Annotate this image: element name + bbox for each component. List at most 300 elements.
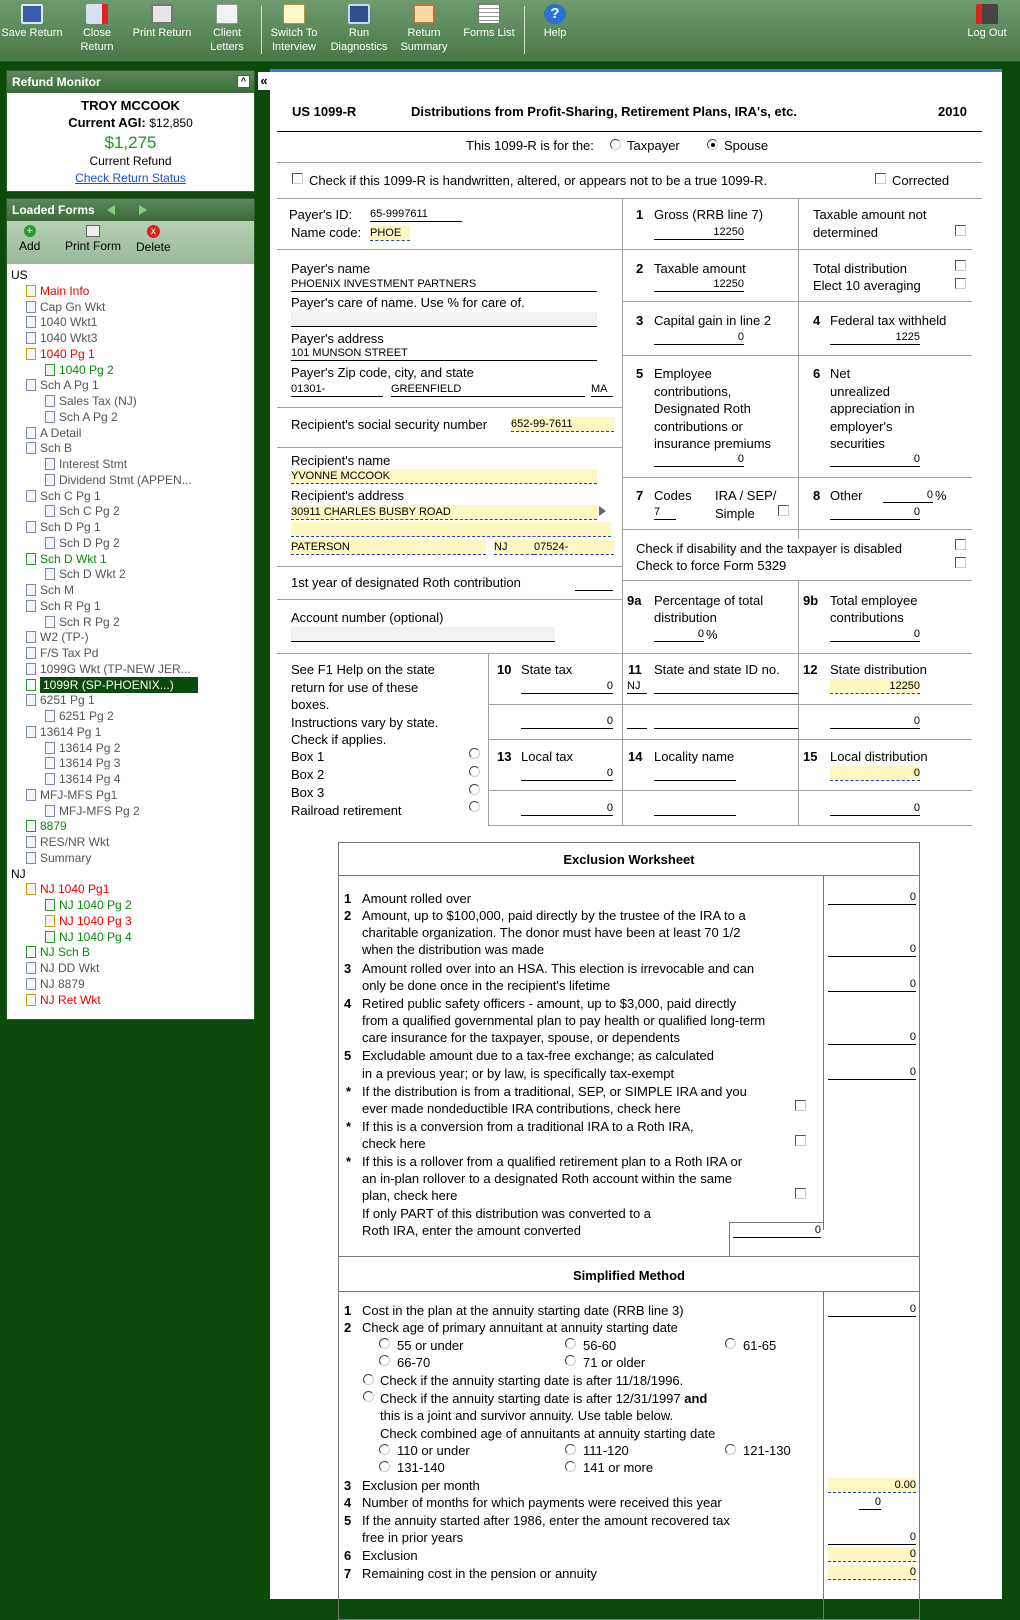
box2-taxable-field[interactable]: 12250 [654, 277, 744, 292]
tree-form-item[interactable] [26, 692, 95, 708]
cage-121-130-radio[interactable] [725, 1444, 736, 1455]
return-summary-button[interactable]: Return Summary [393, 4, 455, 54]
client-letters-button[interactable]: Client Letters [196, 4, 258, 54]
document-icon [26, 978, 36, 990]
tree-form-item[interactable] [26, 724, 101, 740]
after-1997-label: Check if the annuity starting date is after 12/31/1997 and [380, 1391, 708, 1406]
b6-line: securities [830, 436, 885, 451]
payer-id-field[interactable]: 65-9997611 [370, 207, 462, 222]
roth-year-field[interactable] [575, 576, 613, 591]
ira-sep-simple-checkbox[interactable] [778, 505, 789, 516]
tree-form-item[interactable] [26, 440, 72, 456]
tree-item-label: Sch D Wkt 2 [59, 567, 126, 582]
box8-number: 8 [813, 488, 821, 503]
tree-form-item[interactable] [26, 551, 107, 567]
box4-field[interactable]: 1225 [830, 330, 920, 345]
arrow-left-icon[interactable] [107, 205, 115, 215]
excl-star2-label [362, 1118, 694, 1152]
tree-form-item[interactable] [26, 881, 109, 897]
tree-item-label: 1040 Wkt3 [40, 331, 98, 345]
box8-label: Other [830, 488, 863, 503]
tree-form-item[interactable] [45, 614, 120, 630]
box6-label [830, 365, 915, 453]
box10-label: State tax [521, 662, 573, 677]
el2-line: Amount, up to $100,000, paid directly by the trustee of the IRA to a [362, 908, 746, 923]
tree-item-label: NJ 1040 Pg1 [40, 882, 110, 897]
corrected-checkbox[interactable] [875, 173, 886, 184]
simp-line1-field[interactable]: 0 [828, 1302, 916, 1317]
document-icon [26, 427, 36, 439]
payer-address-field[interactable]: 101 MUNSON STREET [291, 346, 597, 361]
simp-line5-number: 5 [344, 1513, 352, 1528]
age-61-65-radio[interactable] [725, 1338, 736, 1349]
tree-item-label: 1099R (SP-PHOENIX...) [40, 677, 198, 693]
excl-line5-number: 5 [344, 1048, 352, 1063]
box9b-field[interactable]: 0 [830, 627, 920, 642]
es1-line: If the distribution is from a traditional, SEP, or SIMPLE IRA and you [362, 1084, 747, 1099]
excl-line5-field[interactable]: 0 [828, 1065, 916, 1080]
excl-star-3: * [346, 1154, 352, 1169]
tree-item-label: 6251 Pg 2 [59, 709, 114, 723]
account-number-label: Account number (optional) [291, 610, 444, 625]
document-icon [45, 616, 55, 628]
el2-line: charitable organization. The donor must have been at least 70 1/2 [362, 925, 741, 940]
box9a-field[interactable]: 0 [654, 627, 704, 642]
tree-item-label: MFJ-MFS Pg1 [40, 787, 118, 802]
tree-item-label: Sch A Pg 1 [40, 378, 99, 393]
simp-line5-field[interactable]: 0 [828, 1530, 916, 1545]
tree-form-item[interactable] [26, 976, 85, 992]
force-5329-checkbox[interactable] [955, 557, 966, 568]
disability-label: Check if disability and the taxpayer is disabled [636, 541, 902, 556]
tree-form-item[interactable] [26, 330, 97, 346]
recipient-name-field[interactable]: YVONNE MCCOOK [291, 469, 597, 484]
box4-number: 4 [813, 313, 821, 328]
save-return-button[interactable]: Save Return [1, 4, 63, 40]
tree-form-item[interactable] [26, 346, 95, 362]
simp-line7-field[interactable]: 0 [828, 1565, 916, 1580]
box11-state-field[interactable]: NJ [627, 679, 647, 694]
tree-form-item[interactable] [26, 598, 101, 614]
disability-checkbox[interactable] [955, 539, 966, 550]
document-icon [26, 301, 36, 313]
document-icon [26, 584, 36, 596]
payer-name-label: Payer's name [291, 261, 371, 276]
account-number-field[interactable] [291, 627, 555, 642]
tree-form-item[interactable] [45, 771, 120, 787]
simp-line7-number: 7 [344, 1566, 352, 1581]
collapse-sidebar-button[interactable]: « [258, 72, 270, 90]
warning-document-icon [45, 915, 55, 927]
tree-item-label: MFJ-MFS Pg 2 [59, 803, 140, 818]
excl-line3-number: 3 [344, 961, 352, 976]
tree-form-item[interactable] [26, 629, 89, 645]
tree-form-item[interactable] [26, 299, 105, 315]
tree-form-item[interactable] [26, 818, 67, 834]
tree-item-label: 8879 [40, 819, 67, 834]
box15-field[interactable]: 0 [830, 766, 920, 781]
el5-line: in a previous year; or by law, is specifically tax-exempt [362, 1066, 675, 1081]
elect10-label: Elect 10 averaging [813, 278, 921, 293]
tree-item-label: Main Info [40, 283, 90, 298]
box6-field[interactable]: 0 [830, 452, 920, 467]
add-form-button[interactable]: + Add [19, 225, 41, 253]
age-71-radio[interactable] [565, 1355, 576, 1366]
document-icon [45, 395, 55, 407]
excl-line2-field[interactable]: 0 [828, 942, 916, 957]
excl-part-label [362, 1205, 651, 1239]
box8-percent-field[interactable]: 0 [883, 488, 933, 503]
checked-document-icon [45, 364, 55, 376]
statehelp-line: return for use of these [291, 679, 419, 695]
tree-item-label: F/S Tax Pd [40, 646, 99, 660]
box9a-number: 9a [627, 593, 642, 608]
box13-field-2[interactable]: 0 [521, 801, 613, 816]
el3-line: Amount rolled over into an HSA. This election is irrevocable and can [362, 961, 755, 976]
close-return-button[interactable]: Close Return [66, 4, 128, 54]
state-box3-label: Box 3 [291, 785, 325, 800]
simp-line6-number: 6 [344, 1548, 352, 1563]
exclusion-title: Exclusion Worksheet [563, 852, 695, 867]
tree-form-item[interactable] [26, 519, 101, 535]
excl-line3-field[interactable]: 0 [828, 977, 916, 992]
tree-form-item[interactable] [26, 960, 99, 976]
es3-line: an in-plan rollover to a designated Roth account within the same [362, 1171, 732, 1186]
refund-label: Current Refund [89, 154, 172, 168]
recipient-state-field[interactable]: NJ [494, 540, 534, 555]
recipient-ssn-label: Recipient's social security number [291, 417, 488, 432]
tree-form-item[interactable] [26, 992, 101, 1008]
tree-item-label: Sch M [40, 583, 75, 597]
cage-131-140-radio[interactable] [379, 1461, 390, 1472]
warning-document-icon [26, 883, 36, 895]
tree-form-item[interactable] [45, 362, 114, 378]
forms-tree [7, 264, 254, 1019]
tree-form-item[interactable] [45, 913, 132, 929]
tree-item-label: NJ DD Wkt [40, 961, 100, 975]
box12-field[interactable]: 12250 [830, 679, 920, 694]
el5-line: Excludable amount due to a tax-free exchange; as calculated [362, 1048, 714, 1063]
box14-field-2[interactable] [654, 801, 736, 816]
document-icon [26, 600, 36, 612]
box3-field[interactable]: 0 [654, 330, 744, 345]
excl-star-1: * [346, 1084, 352, 1099]
simp-line4-field[interactable]: 0 [859, 1495, 881, 1510]
checked-document-icon [26, 946, 36, 958]
after-1997-radio[interactable] [363, 1391, 374, 1402]
cage-110-radio[interactable] [379, 1444, 390, 1455]
log-out-button[interactable]: Log Out [956, 4, 1018, 40]
simp-line3-number: 3 [344, 1478, 352, 1493]
document-icon [26, 316, 36, 328]
print-return-button[interactable]: Print Return [131, 4, 193, 40]
spouse-radio[interactable] [707, 139, 718, 150]
collapse-up-icon[interactable]: ^ [237, 75, 250, 88]
box4-label: Federal tax withheld [830, 313, 947, 328]
es1-line: ever made nondeductible IRA contributions, check here [362, 1101, 681, 1116]
box9a-label1: Percentage of total [654, 593, 764, 608]
age-71-label: 71 or older [583, 1355, 646, 1370]
check-return-status-link[interactable]: Check Return Status [75, 171, 186, 185]
excl-line2-label [362, 907, 746, 958]
excl-line1-label: Amount rolled over [362, 891, 472, 906]
state-box3-radio[interactable] [469, 784, 480, 795]
box11-id-field[interactable] [654, 679, 798, 694]
tree-item-label: Sch D Wkt 1 [40, 551, 107, 566]
box15-number: 15 [803, 749, 818, 764]
tree-form-item[interactable] [26, 787, 117, 803]
tree-item-label: Sch B [40, 441, 73, 456]
switch-to-interview-button[interactable]: Switch To Interview [263, 4, 325, 54]
simp-line5-label [362, 1512, 730, 1546]
close-folder-icon [86, 4, 108, 24]
tree-form-item[interactable] [45, 472, 192, 488]
cage-121-130-label: 121-130 [743, 1443, 791, 1458]
box7-label: Codes [654, 488, 692, 503]
tree-item-label: NJ 1040 Pg 4 [59, 929, 132, 944]
tree-form-item[interactable] [45, 393, 137, 409]
simp-line1-number: 1 [344, 1303, 352, 1318]
document-icon [45, 537, 55, 549]
age-66-70-radio[interactable] [379, 1355, 390, 1366]
recipient-zip-field[interactable]: 07524- [534, 540, 614, 555]
simp-line2-number: 2 [344, 1320, 352, 1335]
document-icon [26, 631, 36, 643]
box14-field[interactable] [654, 766, 736, 781]
tree-form-item[interactable] [45, 803, 140, 819]
box10-number: 10 [497, 662, 512, 677]
delete-form-button[interactable]: x Delete [136, 226, 171, 254]
add-plus-icon: + [24, 225, 36, 237]
tree-form-item[interactable] [45, 566, 126, 582]
box12-field-2[interactable]: 0 [830, 714, 920, 729]
arrow-right-icon[interactable] [139, 205, 147, 215]
age-56-60-radio[interactable] [565, 1338, 576, 1349]
tree-item-label: Interest Stmt [59, 457, 128, 471]
tree-item-label: 1040 Pg 1 [40, 346, 95, 361]
excl-line4-field[interactable]: 0 [828, 1030, 916, 1045]
name-code-field[interactable]: PHOE [370, 226, 410, 241]
corrected-label: Corrected [892, 173, 950, 188]
box7-number: 7 [636, 488, 644, 503]
box12-number: 12 [803, 662, 818, 677]
cage-141-radio[interactable] [565, 1461, 576, 1472]
tree-form-item[interactable] [26, 425, 81, 441]
tree-item-label: NJ Ret Wkt [40, 992, 101, 1007]
box7-code-field[interactable]: 7 [654, 505, 676, 520]
simp-line3-label: Exclusion per month [362, 1478, 480, 1493]
tree-form-item[interactable] [26, 850, 91, 866]
print-form-button[interactable]: Print Form [65, 225, 121, 253]
forms-list-button[interactable]: Forms List [458, 4, 520, 40]
document-icon [26, 962, 36, 974]
box5-number: 5 [636, 366, 644, 381]
tree-item-label: NJ 1040 Pg 2 [59, 898, 132, 912]
tree-item-label: NJ 8879 [40, 976, 85, 991]
document-icon [45, 710, 55, 722]
box8-field[interactable]: 0 [830, 505, 920, 520]
payer-city-field[interactable]: GREENFIELD [391, 382, 585, 397]
box15-field-2[interactable]: 0 [830, 801, 920, 816]
roth-year-label: 1st year of designated Roth contribution [291, 575, 521, 590]
recipient-address2-field[interactable] [291, 522, 611, 537]
nondeductible-ira-checkbox[interactable] [795, 1100, 806, 1111]
statehelp-line: boxes. [291, 697, 330, 712]
simp-line6-field[interactable]: 0 [828, 1547, 916, 1562]
excl-line5-label [362, 1047, 714, 1083]
form-year: 2010 [938, 104, 967, 119]
tree-form-item[interactable] [45, 708, 114, 724]
tree-form-item[interactable] [26, 314, 97, 330]
b6-line: appreciation in [830, 401, 915, 416]
tree-form-item[interactable] [26, 677, 198, 693]
recipient-address-field[interactable]: 30911 CHARLES BUSBY ROAD [291, 505, 597, 520]
tree-item-label: US [11, 268, 28, 282]
spouse-label: Spouse [724, 138, 769, 153]
loaded-forms-panel [6, 198, 255, 1020]
box6-number: 6 [813, 366, 821, 381]
statehelp-line: Check if applies. [291, 732, 387, 747]
age-61-65-label: 61-65 [743, 1338, 777, 1353]
cage-110-label: 110 or under [397, 1443, 470, 1458]
tree-item-label: Sales Tax (NJ) [59, 394, 137, 408]
tree-form-item[interactable] [45, 503, 120, 519]
for-label: This 1099-R is for the: [466, 138, 594, 153]
tree-form-item[interactable] [45, 755, 120, 771]
tree-group-header [11, 866, 26, 882]
b5-line: Designated Roth [654, 401, 751, 416]
tree-form-item[interactable] [26, 582, 74, 598]
state-box2-radio[interactable] [469, 766, 480, 777]
document-icon [26, 442, 36, 454]
tree-form-item[interactable] [26, 283, 89, 299]
simp-line3-field[interactable]: 0.00 [828, 1478, 916, 1493]
tree-item-label: Cap Gn Wkt [40, 299, 106, 314]
recipient-name-label: Recipient's name [291, 453, 391, 468]
box1-gross-field[interactable]: 12250 [654, 225, 744, 240]
payer-address-label: Payer's address [291, 331, 384, 346]
warning-document-icon [26, 348, 36, 360]
age-56-60-label: 56-60 [583, 1338, 617, 1353]
simp-line1-label: Cost in the plan at the annuity starting date (RRB line 3) [362, 1303, 684, 1318]
tree-form-item[interactable] [26, 944, 90, 960]
box10-field[interactable]: 0 [521, 679, 613, 694]
tree-item-label: Sch D Pg 1 [40, 520, 101, 534]
excl-line1-field[interactable]: 0 [828, 890, 916, 905]
tree-form-item[interactable] [26, 377, 99, 393]
refund-monitor-panel [6, 70, 255, 192]
taxable-not-determined-label: Taxable amount not [813, 207, 927, 222]
taxable-not-determined-checkbox[interactable] [955, 225, 966, 236]
tree-form-item[interactable] [26, 488, 101, 504]
box13-number: 13 [497, 749, 512, 764]
excl-part-field[interactable]: 0 [733, 1223, 821, 1238]
tree-form-item[interactable] [45, 897, 132, 913]
recipient-city-field[interactable]: PATERSON [291, 540, 486, 555]
box9b-label1: Total employee [830, 593, 918, 608]
cage-111-120-radio[interactable] [565, 1444, 576, 1455]
payer-care-field[interactable] [291, 312, 597, 327]
simplified-title: Simplified Method [573, 1268, 685, 1283]
form-1099r [270, 69, 1002, 1599]
handwritten-checkbox[interactable] [292, 173, 303, 184]
tree-form-item[interactable] [26, 645, 98, 661]
box12-label: State distribution [830, 662, 927, 677]
box11-label: State and state ID no. [654, 662, 780, 677]
simp-line7-label: Remaining cost in the pension or annuity [362, 1566, 597, 1581]
recipient-ssn-field[interactable]: 652-99-7611 [511, 417, 614, 432]
payer-state-field[interactable]: MA [591, 382, 613, 397]
statehelp-line: See F1 Help on the state [291, 662, 435, 677]
payer-name-field[interactable]: PHOENIX INVESTMENT PARTNERS [291, 277, 597, 292]
roth-rollover-checkbox[interactable] [795, 1188, 806, 1199]
tree-form-item[interactable] [45, 456, 127, 472]
refund-monitor-header: Refund Monitor ^ [7, 71, 254, 93]
state-box1-label: Box 1 [291, 749, 325, 764]
tree-form-item[interactable] [45, 740, 120, 756]
box8-percent-sign: % [935, 488, 947, 503]
tree-form-item[interactable] [45, 929, 132, 945]
age-55-radio[interactable] [379, 1338, 390, 1349]
b5-line: contributions, [654, 383, 732, 399]
box13-field[interactable]: 0 [521, 766, 613, 781]
box14-label: Locality name [654, 749, 735, 764]
box3-label: Capital gain in line 2 [654, 313, 772, 328]
railroad-label: Railroad retirement [291, 803, 402, 818]
run-diagnostics-button[interactable]: Run Diagnostics [328, 4, 390, 54]
elect10-checkbox[interactable] [955, 278, 966, 289]
box5-field[interactable]: 0 [654, 452, 744, 467]
document-icon [45, 568, 55, 580]
box10-field-2[interactable]: 0 [521, 714, 613, 729]
document-icon [26, 332, 36, 344]
box2-number: 2 [636, 261, 644, 276]
force-5329-label: Check to force Form 5329 [636, 558, 787, 573]
tree-item-label: 13614 Pg 4 [59, 772, 121, 786]
help-button[interactable]: ? Help [543, 5, 567, 39]
tree-item-label: NJ 1040 Pg 3 [59, 913, 132, 928]
document-icon [26, 521, 36, 533]
tree-form-item[interactable] [45, 535, 120, 551]
box11-id-field-2[interactable] [654, 714, 798, 729]
after-1996-radio[interactable] [363, 1374, 374, 1385]
checked-document-icon [26, 820, 36, 832]
tree-form-item[interactable] [26, 834, 109, 850]
es2-line: If this is a conversion from a traditional IRA to a Roth IRA, [362, 1119, 694, 1134]
tree-form-item[interactable] [26, 661, 191, 677]
tree-item-label: A Detail [40, 425, 82, 440]
cage-141-label: 141 or more [583, 1460, 654, 1475]
expand-arrow-icon[interactable] [599, 506, 606, 516]
box2-label: Taxable amount [654, 261, 746, 276]
box9b-label2: contributions [830, 610, 904, 625]
document-icon [26, 726, 36, 738]
tree-form-item[interactable] [45, 409, 118, 425]
tree-group-header [11, 267, 28, 283]
payer-zip-field[interactable]: 01301- [291, 382, 383, 397]
roth-conversion-checkbox[interactable] [795, 1135, 806, 1146]
total-distribution-checkbox[interactable] [955, 260, 966, 271]
excl-line1-number: 1 [344, 891, 352, 906]
excl-star-2: * [346, 1119, 352, 1134]
taxpayer-radio[interactable] [610, 139, 621, 150]
box1-number: 1 [636, 207, 644, 222]
statehelp-line: Instructions vary by state. [291, 714, 439, 730]
box11-state-field-2[interactable] [627, 714, 647, 729]
railroad-radio[interactable] [469, 801, 480, 812]
state-box1-radio[interactable] [469, 748, 480, 759]
excl-line4-number: 4 [344, 996, 352, 1011]
